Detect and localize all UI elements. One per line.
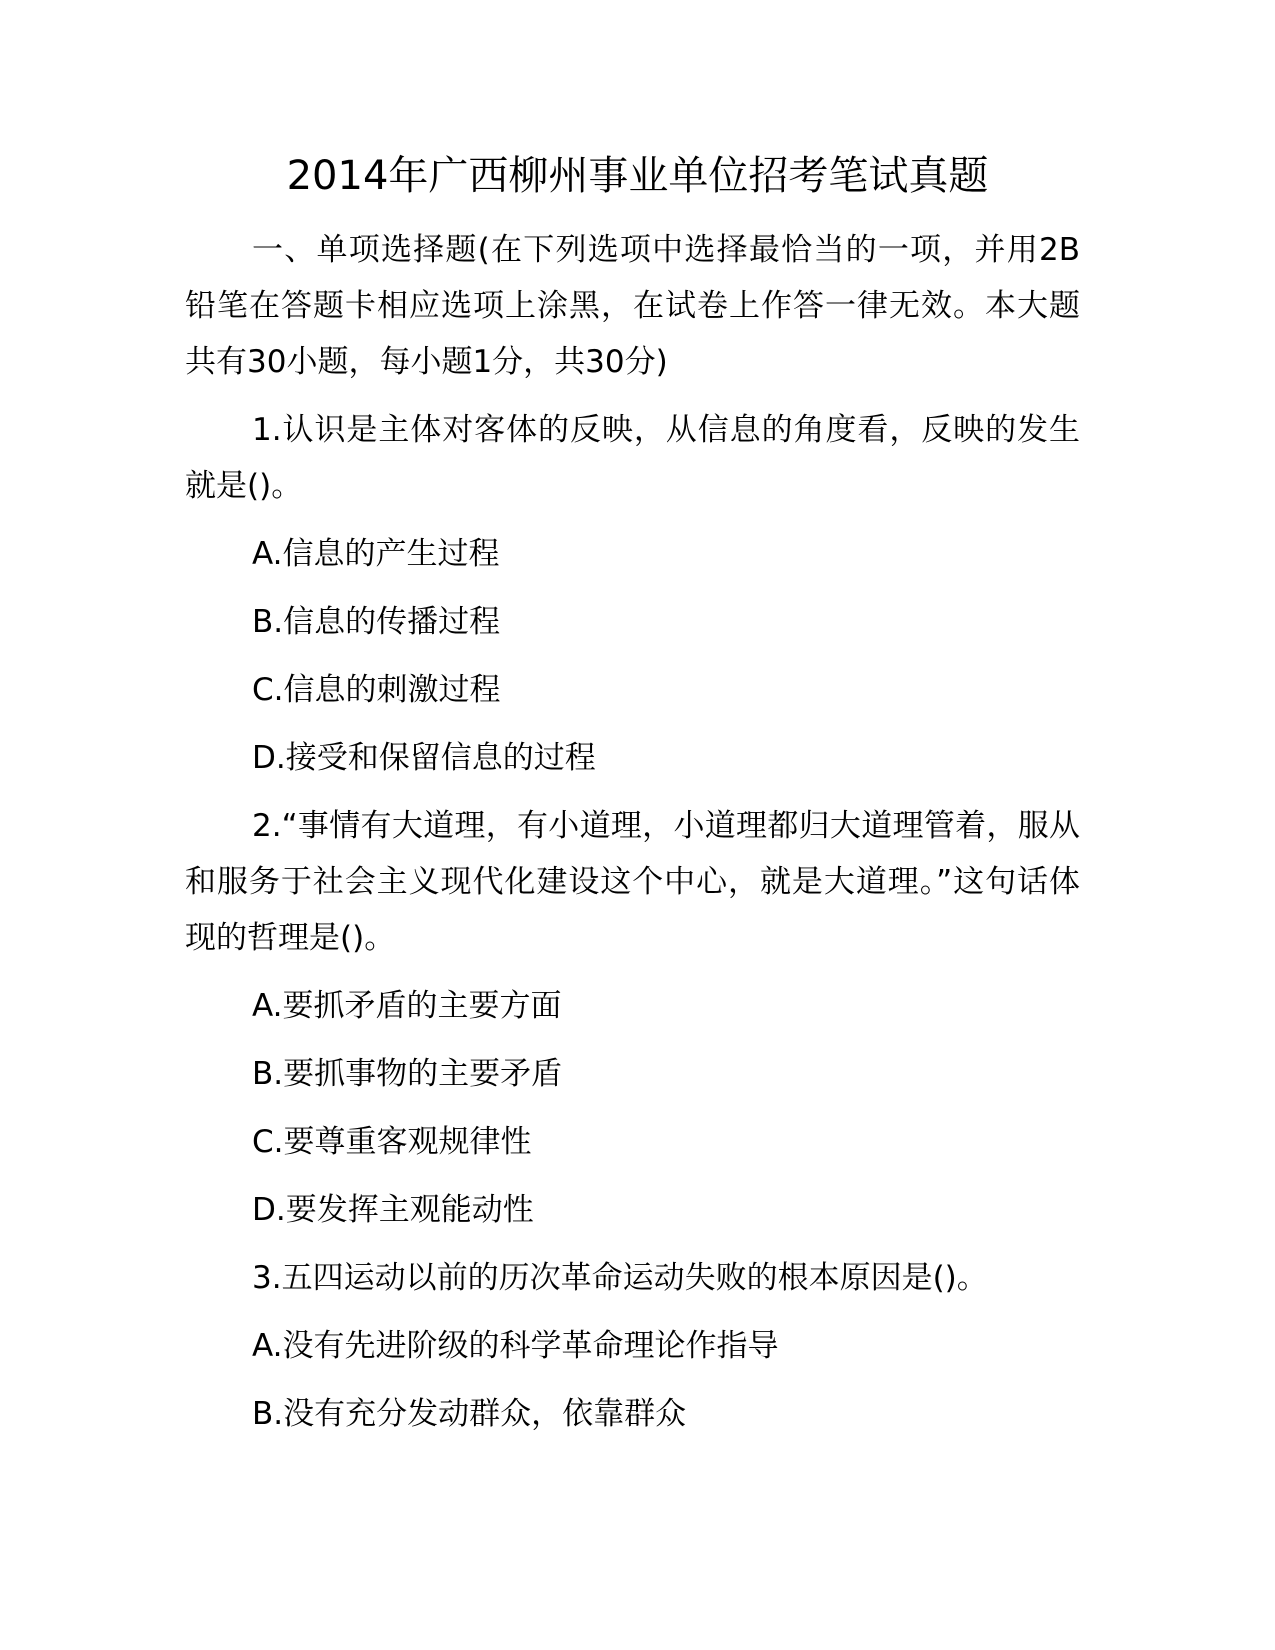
option-b: B.没有充分发动群众，依靠群众 xyxy=(252,1396,687,1432)
question-stem: 3.五四运动以前的历次革命运动失败的根本原因是()。 xyxy=(252,1260,988,1296)
option-d: D.要发挥主观能动性 xyxy=(252,1192,534,1228)
document-title: 2014年广西柳州事业单位招考笔试真题 xyxy=(286,153,989,199)
option-a: A.要抓矛盾的主要方面 xyxy=(252,988,562,1024)
option-b: B.要抓事物的主要矛盾 xyxy=(252,1056,563,1092)
section-intro: 一、单项选择题(在下列选项中选择最恰当的一项，并用2B铅笔在答题卡相应选项上涂黑，在试卷上作答一律无效。本大题共有30小题，每小题1分，共30分) xyxy=(185,232,1080,380)
question-stem: 1.认识是主体对客体的反映，从信息的角度看，反映的发生就是()。 xyxy=(185,412,1080,504)
option-b: B.信息的传播过程 xyxy=(252,604,501,640)
option-c: C.要尊重客观规律性 xyxy=(252,1124,532,1160)
document-body xyxy=(185,222,1080,1442)
option-a: A.没有先进阶级的科学革命理论作指导 xyxy=(252,1328,779,1364)
option-d: D.接受和保留信息的过程 xyxy=(252,740,596,776)
option-c: C.信息的刺激过程 xyxy=(252,672,501,708)
question-stem: 2.“事情有大道理，有小道理，小道理都归大道理管着，服从和服务于社会主义现代化建设这个中心，就是大道理。”这句话体现的哲理是()。 xyxy=(185,808,1080,956)
option-a: A.信息的产生过程 xyxy=(252,536,500,572)
